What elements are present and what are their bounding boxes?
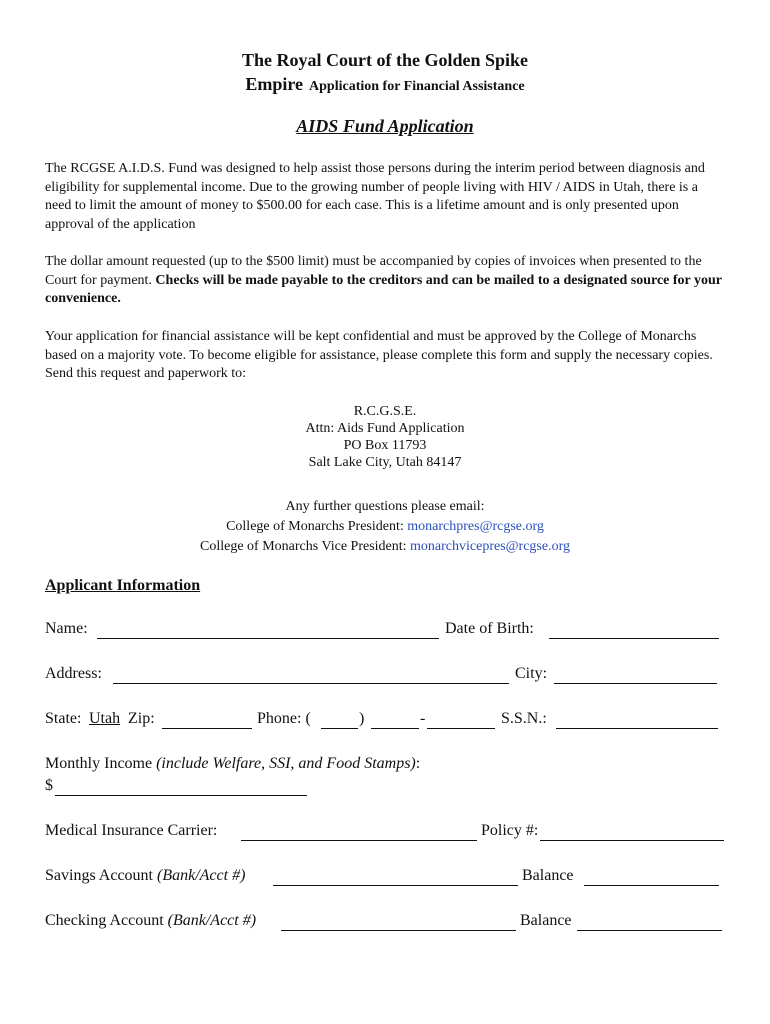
- checking-label: [45, 912, 256, 930]
- checking-label-text: Checking Account: [45, 912, 168, 929]
- mailing-address: [0, 403, 770, 471]
- medical-carrier-label: Medical Insurance Carrier:: [45, 822, 218, 839]
- header-line-2: [0, 74, 770, 95]
- medical-row: [45, 822, 725, 846]
- policy-field[interactable]: [540, 840, 724, 841]
- dob-field[interactable]: [549, 638, 719, 639]
- name-row: [45, 620, 725, 644]
- zip-field[interactable]: [162, 728, 252, 729]
- savings-note: (Bank/Acct #): [157, 867, 246, 884]
- state-value: Utah: [89, 710, 121, 727]
- checking-row: [45, 912, 725, 936]
- phone-area-code-field[interactable]: [321, 728, 358, 729]
- checking-account-field[interactable]: [281, 930, 516, 931]
- savings-balance-label: Balance: [522, 867, 574, 884]
- address-line-4: Salt Lake City, Utah 84147: [308, 455, 462, 470]
- income-label: [45, 755, 420, 773]
- policy-label: Policy #:: [481, 822, 539, 839]
- income-label-text: Monthly Income: [45, 755, 157, 772]
- phone-number-field[interactable]: [427, 728, 495, 729]
- empire-label: Empire: [245, 74, 304, 94]
- organization-title: The Royal Court of the Golden Spike: [241, 50, 529, 70]
- president-email-link[interactable]: monarchpres@rcgse.org: [407, 519, 544, 534]
- phone-dash: -: [420, 710, 426, 727]
- confidential-paragraph: Your application for financial assistance will be kept confidential and must be approved by the College of Monarchs based on a majority vote. To become eligible for assistance, please complete this form and supply the necessary copies. Send this request and paperwork to:: [45, 329, 713, 381]
- vice-president-label: College of Monarchs Vice President:: [200, 539, 411, 554]
- application-subtitle: Application for Financial Assistance: [309, 79, 525, 94]
- address-row: [45, 665, 725, 689]
- name-label: Name:: [45, 620, 88, 637]
- address-line-3: PO Box 11793: [343, 438, 427, 453]
- checking-balance-field[interactable]: [577, 930, 722, 931]
- savings-account-field[interactable]: [273, 885, 518, 886]
- medical-carrier-field[interactable]: [241, 840, 477, 841]
- address-field[interactable]: [113, 683, 509, 684]
- phone-label: Phone: (: [257, 710, 311, 727]
- president-contact: [0, 517, 770, 537]
- vice-president-contact: [0, 537, 770, 557]
- state-row: [45, 710, 725, 734]
- state-label: State:: [45, 710, 82, 727]
- city-label: City:: [515, 665, 548, 682]
- income-amount-row: [45, 777, 725, 801]
- savings-balance-field[interactable]: [584, 885, 719, 886]
- phone-close-paren: ): [359, 710, 365, 727]
- address-line-2: Attn: Aids Fund Application: [305, 421, 465, 436]
- city-field[interactable]: [554, 683, 717, 684]
- address-line-1: R.C.G.S.E.: [353, 404, 417, 419]
- dollar-sign: $: [45, 777, 53, 794]
- vice-president-email-link[interactable]: monarchvicepres@rcgse.org: [410, 539, 570, 554]
- ssn-field[interactable]: [556, 728, 718, 729]
- intro-paragraph: The RCGSE A.I.D.S. Fund was designed to help assist those persons during the interim period between diagnosis and eligibility for supplemental income. Due to the growing number of people living with HIV / AIDS in Utah, there is a need to limit the amount of money to $500.00 for each case. This is a lifetime amount and is only presented upon approval of the application: [45, 161, 705, 232]
- section-title: Applicant Information: [45, 577, 201, 594]
- income-amount-field[interactable]: [55, 795, 307, 796]
- savings-label: [45, 867, 245, 885]
- checking-note: (Bank/Acct #): [167, 912, 257, 929]
- savings-row: [45, 867, 725, 891]
- phone-prefix-field[interactable]: [371, 728, 419, 729]
- dob-label: Date of Birth:: [445, 620, 534, 637]
- contact-intro: Any further questions please email:: [285, 499, 485, 514]
- payment-bold-text: Checks will be made payable to the creditors and can be mailed to a designated source for your convenience.: [45, 272, 722, 306]
- name-field[interactable]: [97, 638, 439, 639]
- zip-label: Zip:: [128, 710, 155, 727]
- form-title: AIDS Fund Application: [296, 116, 474, 136]
- payment-paragraph: [45, 253, 725, 309]
- income-note: (include Welfare, SSI, and Food Stamps): [156, 755, 416, 772]
- president-label: College of Monarchs President:: [226, 519, 408, 534]
- ssn-label: S.S.N.:: [501, 710, 547, 727]
- income-colon: :: [415, 755, 421, 772]
- address-label: Address:: [45, 665, 102, 682]
- income-row: [45, 755, 725, 779]
- savings-label-text: Savings Account: [45, 867, 157, 884]
- checking-balance-label: Balance: [520, 912, 572, 929]
- payment-text: The dollar amount requested (up to the $500 limit) must be accompanied by copies of invoices when presented to the Court for payment.: [45, 254, 702, 288]
- contact-block: [0, 497, 770, 557]
